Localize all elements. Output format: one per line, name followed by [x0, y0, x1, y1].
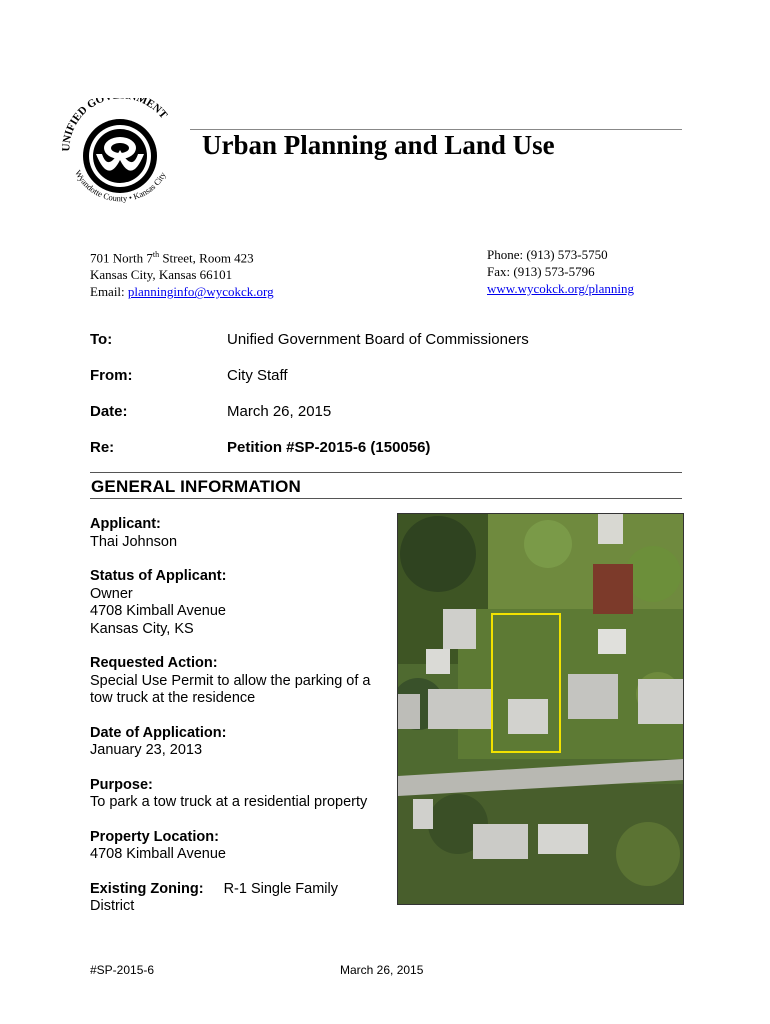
address-block — [90, 246, 274, 300]
from-value: City Staff — [227, 367, 288, 384]
status-line-1: Owner — [90, 585, 133, 602]
seal-top-text: UNIFIED GO MENT — [60, 98, 170, 152]
footer-petition: #SP-2015-6 — [90, 963, 155, 977]
date-application-label: Date of Application: — [90, 724, 227, 741]
requested-block — [90, 655, 390, 708]
to-value: Unified Government Board of Commissioners — [227, 331, 529, 348]
from-label: From: — [90, 367, 133, 384]
applicant-value: Thai Johnson — [90, 533, 178, 550]
requested-label: Requested Action: — [90, 655, 218, 671]
section-rule-bottom — [90, 498, 682, 499]
applicant-label: Applicant: — [90, 516, 161, 532]
aerial-photo — [397, 513, 684, 905]
applicant-block — [90, 516, 390, 551]
requested-value: Special Use Permit to allow the parking of a tow truck at the residence — [90, 672, 371, 706]
section-rule-top — [90, 472, 682, 473]
unified-government-seal — [56, 98, 184, 208]
status-label: Status of Applicant: — [90, 568, 227, 584]
location-block — [90, 829, 390, 864]
website-link[interactable]: www.wycokck.org/planning — [487, 281, 634, 296]
general-information — [90, 516, 390, 933]
page-title: Urban Planning and Land Use — [202, 130, 555, 160]
location-label: Property Location: — [90, 828, 219, 845]
re-label: Re: — [90, 439, 115, 456]
location-value: 4708 Kimball Avenue — [90, 846, 226, 862]
status-block — [90, 568, 390, 638]
date-application-block — [90, 725, 390, 760]
email-line: Email: planninginfo@wycokck.org — [90, 284, 274, 300]
section-title: GENERAL INFORMATION — [91, 477, 301, 496]
purpose-block — [90, 777, 390, 812]
fax-line: Fax: (913) 573-5796 — [487, 264, 595, 279]
address-line-2: Kansas City, Kansas 66101 — [90, 267, 233, 283]
purpose-value: To park a tow truck at a residential property — [90, 794, 368, 810]
zoning-block — [90, 881, 390, 916]
email-link[interactable]: planninginfo@wycokck.org — [127, 284, 274, 300]
phone-line: Phone: (913) 573-5750 — [487, 247, 608, 262]
status-line-3: Kansas City, KS — [90, 620, 194, 637]
date-value: March 26, 2015 — [227, 403, 332, 420]
re-value: Petition #SP-2015-6 (150056) — [227, 439, 431, 456]
seal-bottom-text: Wyandotte County • Kansas City — [72, 168, 168, 204]
zoning-label: Existing Zoning: — [90, 880, 204, 897]
footer-date: March 26, 2015 — [340, 963, 424, 977]
zoning-value: R-1 Single Family — [223, 880, 338, 897]
to-label: To: — [90, 331, 113, 348]
contact-block — [487, 246, 634, 297]
zoning-value-2: District — [90, 898, 135, 914]
purpose-label: Purpose: — [90, 776, 153, 793]
date-label: Date: — [90, 403, 128, 420]
date-application-value: January 23, 2013 — [90, 742, 203, 758]
address-line-1: 701 North 7th Street, Room 423 — [90, 250, 254, 266]
status-line-2: 4708 Kimball Avenue — [90, 603, 226, 619]
